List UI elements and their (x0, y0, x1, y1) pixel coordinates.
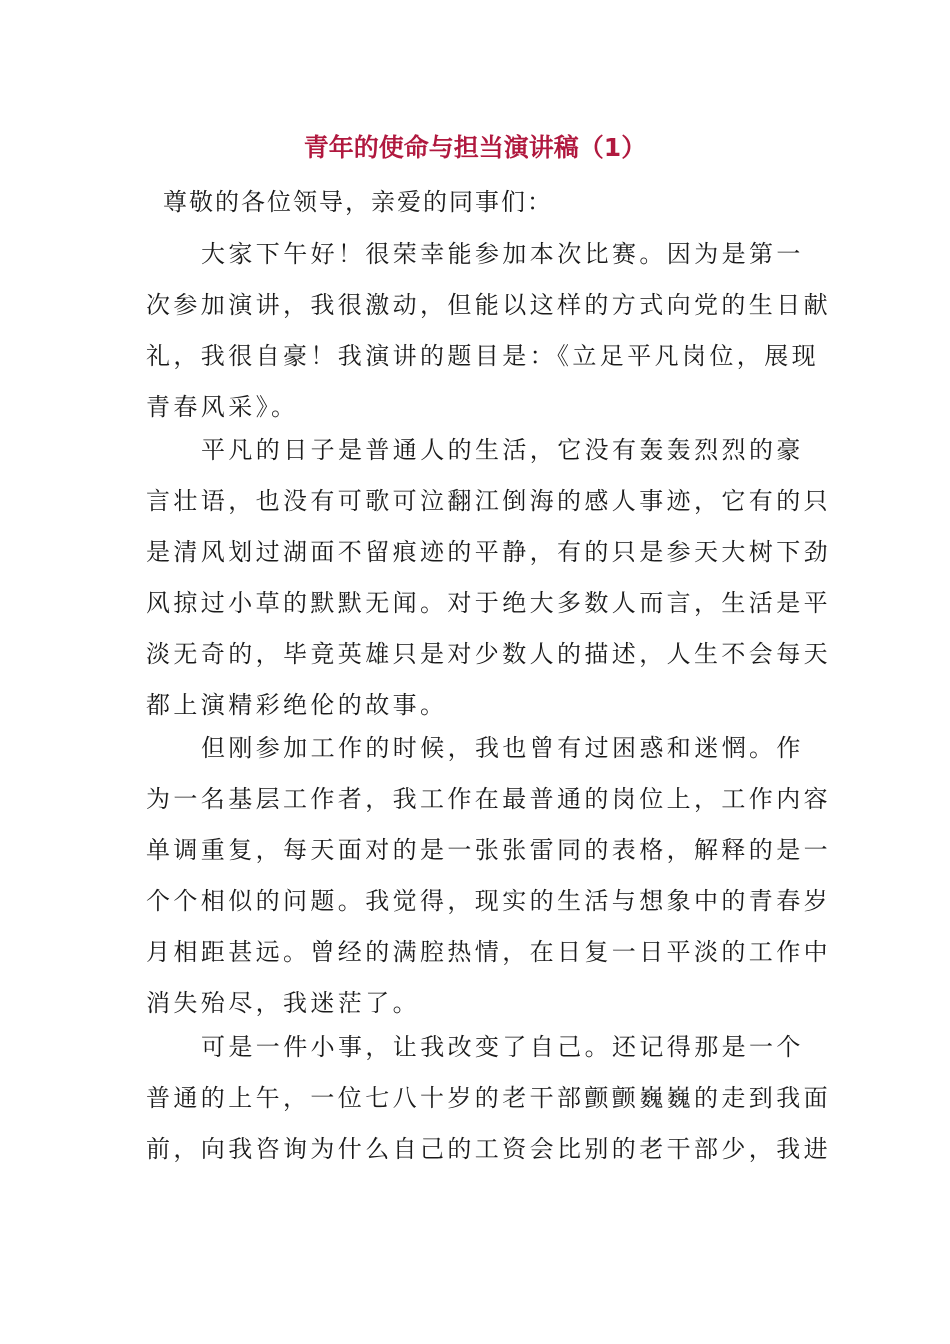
paragraph-line: 平凡的日子是普通人的生活，它没有轰轰烈烈的豪 (201, 436, 804, 464)
paragraph-line: 都上演精彩绝伦的故事。 (146, 691, 448, 719)
paragraph (146, 1022, 831, 1175)
paragraph (146, 229, 831, 433)
paragraph-line: 为一名基层工作者，我工作在最普通的岗位上，工作内容 (146, 785, 831, 813)
paragraph-line: 但刚参加工作的时候，我也曾有过困惑和迷惘。作 (201, 734, 804, 762)
paragraph-line: 大家下午好！很荣幸能参加本次比赛。因为是第一 (201, 240, 804, 268)
paragraph (146, 425, 831, 731)
paragraph-line: 消失殆尽，我迷茫了。 (146, 989, 420, 1017)
paragraph-line: 青春风采》。 (146, 393, 299, 421)
paragraph-line: 单调重复，每天面对的是一张张雷同的表格，解释的是一 (146, 836, 831, 864)
paragraph-line: 礼，我很自豪！我演讲的题目是：《立足平凡岗位，展现 (146, 342, 819, 370)
paragraph-line: 普通的上午，一位七八十岁的老干部颤颤巍巍的走到我面 (146, 1084, 831, 1112)
paragraph-line: 淡无奇的，毕竟英雄只是对少数人的描述，人生不会每天 (146, 640, 831, 668)
paragraph (146, 723, 831, 1029)
paragraph-line: 月相距甚远。曾经的满腔热情，在日复一日平淡的工作中 (146, 938, 831, 966)
paragraph-line: 言壮语，也没有可歌可泣翻江倒海的感人事迹，它有的只 (146, 487, 831, 515)
paragraph-line: 前，向我咨询为什么自己的工资会比别的老干部少，我进 (146, 1135, 831, 1163)
salutation: 尊敬的各位领导，亲爱的同事们： (163, 188, 553, 216)
paragraph-line: 次参加演讲，我很激动，但能以这样的方式向党的生日献 (146, 291, 831, 319)
paragraph-line: 风掠过小草的默默无闻。对于绝大多数人而言，生活是平 (146, 589, 831, 617)
paragraph-line: 个个相似的问题。我觉得，现实的生活与想象中的青春岁 (146, 887, 831, 915)
document-title: 青年的使命与担当演讲稿（1） (303, 133, 647, 162)
paragraph-line: 可是一件小事，让我改变了自己。还记得那是一个 (201, 1033, 804, 1061)
paragraph-line: 是清风划过湖面不留痕迹的平静，有的只是参天大树下劲 (146, 538, 831, 566)
